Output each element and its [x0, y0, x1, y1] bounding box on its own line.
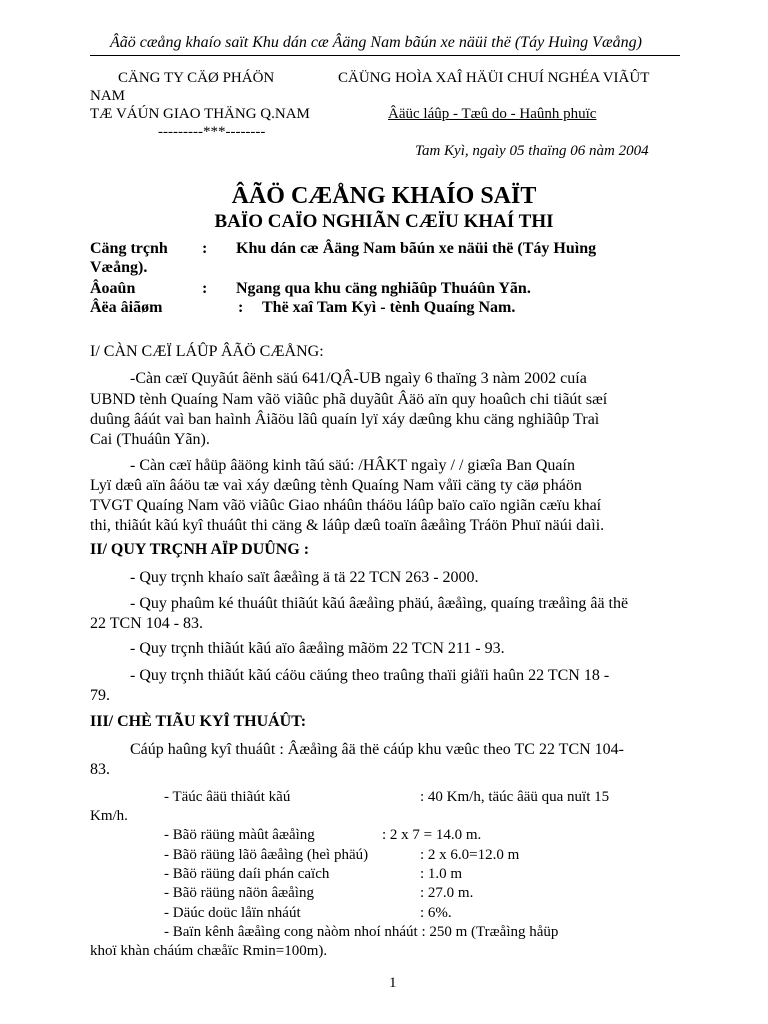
- document-date: Tam Kyì, ngaìy 05 thaïng 06 nàm 2004: [415, 143, 649, 159]
- list-item: - Quy phaûm ké thuáût thiãút kãú âæåìng phäú, âæåìng, quaíng træåìng âä thë: [130, 595, 629, 612]
- spec-value: : 6%.: [420, 905, 452, 921]
- document-subtitle: BAÏO CAÏO NGHIÃN CÆÏU KHAÍ THI: [214, 211, 554, 232]
- info-value: Ngang qua khu cäng nghiãûp Thuáûn Yãn.: [236, 280, 531, 297]
- section-heading: II/ QUY TRÇNH AÏP DUÛNG :: [90, 541, 310, 558]
- motto-line1: CÄÜNG HOÌA XAÎ HÄÜI CHUÍ NGHÉA VIÃÛT: [338, 70, 650, 86]
- spec-label: - Täúc âäü thiãút kãú: [164, 789, 291, 805]
- spec-label: - Bãö räüng lãö âæåìng (heì phäú): [164, 847, 369, 863]
- info-label: Cäng trçnh: [90, 240, 168, 257]
- info-label: Âoaûn: [90, 280, 136, 297]
- spec-value: : 27.0 m.: [420, 885, 474, 901]
- paragraph-line: 83.: [90, 761, 110, 778]
- spec-label: - Bãö räüng màût âæåìng: [164, 827, 315, 843]
- document-title: ÂÃÖ CÆÅNG KHAÍO SAÏT: [231, 183, 537, 209]
- paragraph-line: Cáúp haûng kyî thuáût : Âæåìng âä thë cáúp khu væûc theo TC 22 TCN 104-: [130, 741, 624, 758]
- motto-line2: Âäüc láûp - Tæû do - Haûnh phuïc: [388, 106, 597, 122]
- spec-value: : 1.0 m: [420, 866, 463, 882]
- paragraph-line: - Càn cæï håüp âäöng kinh tãú säú: /HÂKT ngaìy / / giæîa Ban Quaín: [130, 457, 575, 474]
- info-colon: :: [238, 299, 244, 316]
- paragraph-line: TVGT Quaíng Nam vãö viãûc Giao nháûn tháöu láûp baïo caïo ngiãn cæïu khaí: [90, 497, 602, 514]
- agency-line2: TÆ VÁÚN GIAO THÄNG Q.NAM: [90, 106, 310, 122]
- paragraph-line: duûng âáút vaì ban haình Âiãöu lãû quaín lyï xáy dæûng khu cäng nghiãûp Traì: [90, 411, 600, 428]
- spec-radius: - Baïn kênh âæåìng cong nàòm nhoí nháút : 250 m (Træåìng håüp: [164, 924, 559, 940]
- spec-label: - Bãö räüng daíi phán caïch: [164, 866, 330, 882]
- running-header: Âãö cæång khaío saït Khu dán cæ Âäng Nam bãún xe näüi thë (Táy Huìng Væång): [110, 34, 642, 51]
- agency-line1b: NAM: [90, 88, 126, 104]
- paragraph-line: UBND tènh Quaíng Nam vãö viãûc phã duyãût Âäö aïn quy hoaûch chi tiãút sæí: [90, 391, 608, 408]
- spec-label: - Däúc doüc låïn nháút: [164, 905, 301, 921]
- agency-separator: ---------***--------: [158, 124, 266, 140]
- page-number: 1: [389, 975, 397, 991]
- paragraph-line: Cai (Thuáûn Yãn).: [90, 431, 210, 448]
- info-value: Khu dán cæ Âäng Nam bãún xe näüi thë (Táy Huìng: [236, 240, 597, 257]
- agency-line1: CÄNG TY CÄØ PHÁÖN: [118, 70, 275, 86]
- info-colon: :: [202, 280, 208, 297]
- list-item-cont: 79.: [90, 687, 110, 704]
- spec-value-cont: Km/h.: [90, 808, 128, 824]
- spec-value: : 2 x 7 = 14.0 m.: [382, 827, 482, 843]
- list-item: - Quy trçnh thiãút kãú aïo âæåìng mãöm 22 TCN 211 - 93.: [130, 640, 505, 657]
- info-value: Thë xaî Tam Kyì - tènh Quaíng Nam.: [262, 299, 516, 316]
- list-item: - Quy trçnh thiãút kãú cáöu cäúng theo traûng thaïi giåïi haûn 22 TCN 18 -: [130, 667, 610, 684]
- list-item: - Quy trçnh khaío saït âæåìng ä tä 22 TCN 263 - 2000.: [130, 569, 479, 586]
- spec-value: : 2 x 6.0=12.0 m: [420, 847, 520, 863]
- section-heading: III/ CHÈ TIÃU KYÎ THUÁÛT:: [90, 713, 307, 730]
- spec-label: - Bãö räüng nãön âæåìng: [164, 885, 314, 901]
- header-rule: [90, 55, 680, 56]
- paragraph-line: -Càn cæï Quyãút âënh säú 641/QÂ-UB ngaìy 6 thaïng 3 nàm 2002 cuía: [130, 370, 587, 387]
- info-colon: :: [202, 240, 208, 257]
- info-label: Âëa âiãøm: [90, 299, 163, 316]
- list-item-cont: 22 TCN 104 - 83.: [90, 615, 204, 632]
- spec-value: : 40 Km/h, täúc âäü qua nuït 15: [420, 789, 610, 805]
- paragraph-line: thi, thiãút kãú kyî thuáût thi cäng & láûp dæû toaïn âæåìng Tráön Phuï näúi daìi.: [90, 517, 605, 534]
- section-heading: I/ CÀN CÆÏ LÁÛP ÂÃÖ CÆÅNG:: [90, 343, 324, 360]
- info-value-cont: Væång).: [90, 259, 148, 276]
- paragraph-line: Lyï dæû aïn âáöu tæ vaì xáy dæûng tènh Quaíng Nam våïi cäng ty cäø pháön: [90, 477, 582, 494]
- spec-radius-cont: khoï khàn cháúm chæåïc Rmin=100m).: [90, 943, 328, 959]
